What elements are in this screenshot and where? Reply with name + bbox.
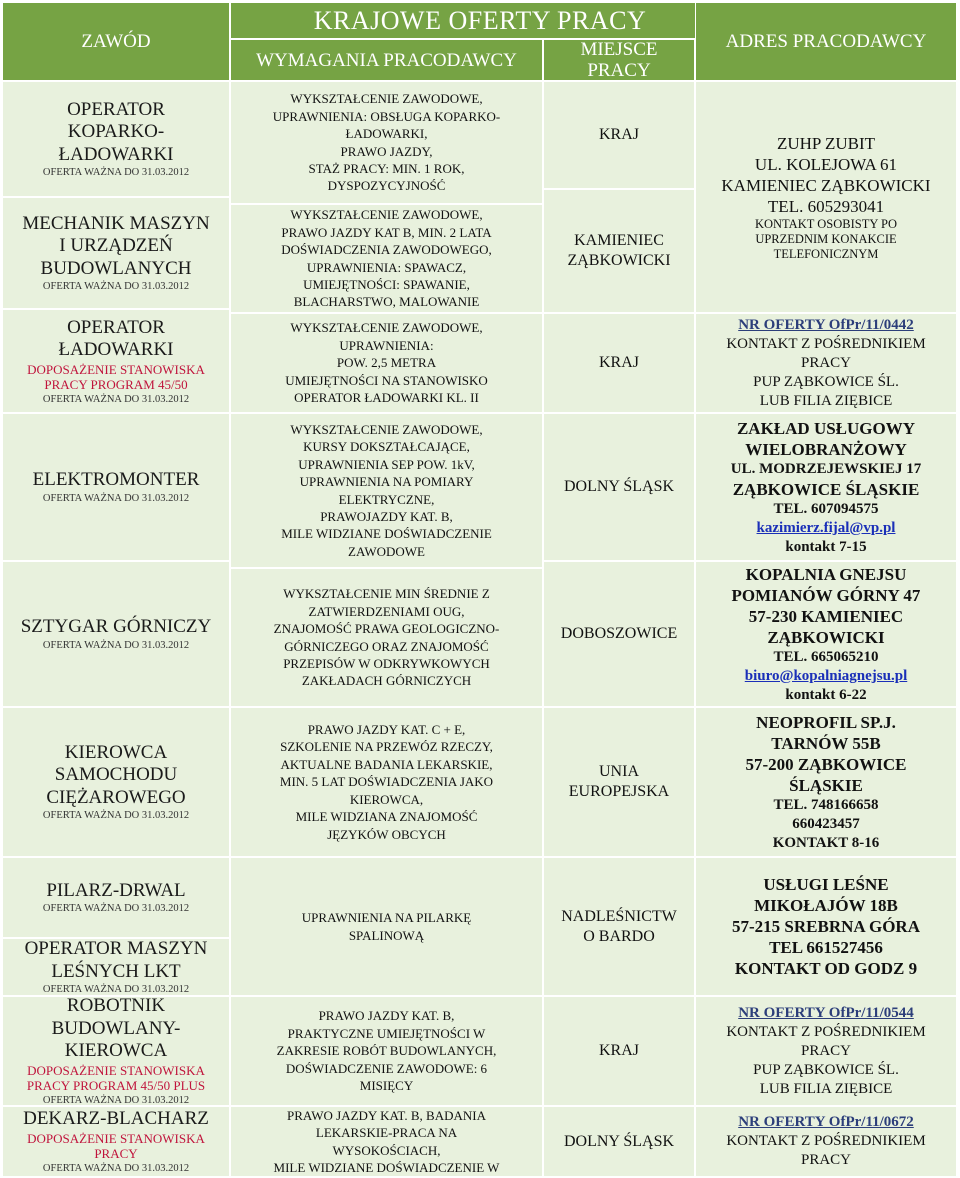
place-cell: [543, 707, 695, 857]
subsidy-note: PRACY PROGRAM 45/50: [44, 377, 188, 392]
email-link[interactable]: biuro@kopalniagnejsu.pl: [744, 667, 908, 684]
requirements-cell: [230, 996, 543, 1106]
employer-name: ZUHP ZUBIT: [776, 133, 876, 153]
validity-note: OFERTA WAŻNA DO 31.03.2012: [42, 492, 190, 504]
contact-note: UPRZEDNIM KONAKCIE: [755, 231, 897, 246]
place-cell: [543, 857, 695, 996]
address-line: KOPALNIA GNEJSU: [745, 564, 907, 584]
job-name: KIEROWCA: [64, 1040, 168, 1062]
address-line: UL. MODRZEJEWSKIEJ 17: [730, 460, 922, 477]
job-name: I URZĄDZEŃ: [59, 235, 173, 257]
requirement-line: UPRAWNIENIA:: [339, 337, 434, 353]
contact-note: KONTAKT OSOBISTY PO: [754, 216, 898, 231]
contact-line: PRACY: [800, 1042, 852, 1059]
place-name: O BARDO: [583, 927, 655, 945]
requirement-line: UPRAWNIENIA NA PILARKĘ: [301, 910, 472, 926]
job-cell: [2, 81, 230, 197]
subsidy-note: PRACY: [94, 1146, 138, 1162]
title-text: KRAJOWE OFERTY PRACY: [313, 5, 647, 35]
job-name: OPERATOR: [67, 316, 165, 338]
address-line: 57-215 SREBRNA GÓRA: [732, 917, 920, 936]
address-line: NEOPROFIL SP.J.: [756, 712, 896, 732]
job-name: MECHANIK MASZYN: [22, 212, 210, 234]
requirement-line: GÓRNICZEGO ORAZ ZNAJOMOŚĆ: [284, 638, 489, 654]
offer-number-link[interactable]: NR OFERTY OfPr/11/0442: [738, 316, 914, 333]
requirement-line: ŁADOWARKI,: [345, 126, 428, 142]
email-link[interactable]: kazimierz.fijal@vp.pl: [756, 519, 896, 536]
job-name: LEŚNYCH LKT: [51, 960, 181, 982]
address-line: POMIANÓW GÓRNY 47: [731, 585, 921, 605]
requirement-line: WYKSZTAŁCENIE ZAWODOWE,: [290, 320, 483, 336]
requirement-line: ZNAJOMOŚĆ PRAWA GEOLOGICZNO-: [273, 621, 500, 637]
contact-line: PUP ZĄBKOWICE ŚL.: [753, 1061, 899, 1078]
validity-note: OFERTA WAŻNA DO 31.03.2012: [42, 810, 190, 822]
address-line: KONTAKT 8-16: [772, 834, 880, 851]
job-name: SZTYGAR GÓRNICZY: [20, 616, 212, 638]
address-line: KONTAKT OD GODZ 9: [734, 959, 918, 978]
validity-note: OFERTA WAŻNA DO 31.03.2012: [42, 1094, 190, 1106]
job-name: KOPARKO-: [67, 121, 165, 143]
place-cell: [543, 313, 695, 413]
header-miejsce-line: PRACY: [587, 60, 651, 81]
address-line: WIELOBRANŻOWY: [745, 439, 907, 459]
job-name: PILARZ-DRWAL: [46, 879, 186, 901]
contact-line: KONTAKT Z POŚREDNIKIEM: [726, 335, 926, 352]
place-name: KRAJ: [598, 1042, 639, 1059]
requirement-line: PRAWO JAZDY KAT. C + E,: [307, 722, 466, 738]
requirements-cell: [230, 204, 543, 313]
job-cell: [2, 938, 230, 996]
validity-note: OFERTA WAŻNA DO 31.03.2012: [42, 639, 190, 651]
requirement-line: JĘZYKÓW OBCYCH: [327, 826, 446, 842]
requirement-line: PRAWO JAZDY KAT. B, BADANIA: [286, 1107, 486, 1123]
address-line: 57-230 KAMIENIEC: [748, 606, 904, 626]
validity-note: OFERTA WAŻNA DO 31.03.2012: [42, 903, 190, 915]
requirements-cell: [230, 413, 543, 568]
contact-line: KONTAKT Z POŚREDNIKIEM: [726, 1023, 926, 1040]
page-title: [230, 2, 730, 39]
requirement-line: POW. 2,5 METRA: [336, 355, 437, 371]
place-cell: [543, 81, 695, 189]
address-line: ZAKŁAD USŁUGOWY: [736, 418, 916, 438]
job-cell: [2, 561, 230, 707]
requirements-cell: [230, 1106, 543, 1177]
place-cell: [543, 1106, 695, 1177]
address-line: 660423457: [792, 815, 860, 832]
requirement-line: MIN. 5 LAT DOŚWIADCZENIA JAKO: [279, 774, 494, 790]
requirements-cell: [230, 568, 543, 707]
job-name: DEKARZ-BLACHARZ: [23, 1108, 209, 1130]
requirement-line: WYKSZTAŁCENIE ZAWODOWE,: [290, 207, 483, 223]
address-line: TEL. 748166658: [773, 796, 879, 813]
validity-note: OFERTA WAŻNA DO 31.03.2012: [42, 393, 190, 405]
address-cell: [695, 81, 957, 313]
place-cell: [543, 561, 695, 707]
address-line: ZĄBKOWICKI: [767, 627, 885, 647]
header-zawod-text: ZAWÓD: [81, 31, 151, 52]
header-adres: [695, 2, 957, 81]
contact-hours: kontakt 6-22: [785, 686, 867, 703]
address-line: TEL. 665065210: [773, 648, 879, 665]
address-cell: [695, 707, 957, 857]
place-name: KRAJ: [598, 126, 639, 143]
requirement-line: PRZEPISÓW W ODKRYWKOWYCH: [283, 655, 490, 671]
requirement-line: MILE WIDZIANE DOŚWIADCZENIE W: [273, 1159, 500, 1175]
place-name: NADLEŚNICTW: [561, 907, 677, 925]
requirements-cell: [230, 707, 543, 857]
address-line: ZĄBKOWICE ŚLĄSKIE: [732, 479, 920, 499]
address-line: 57-200 ZĄBKOWICE: [745, 754, 907, 774]
job-name: CIĘŻAROWEGO: [46, 786, 186, 808]
job-offers-table: [2, 2, 957, 1177]
requirement-line: WYKSZTAŁCENIE ZAWODOWE,: [290, 91, 483, 107]
offer-number-link[interactable]: NR OFERTY OfPr/11/0544: [738, 1004, 914, 1021]
requirement-line: UMIEJĘTNOŚCI NA STANOWISKO: [285, 372, 488, 388]
requirement-line: STAŻ PRACY: MIN. 1 ROK,: [308, 160, 465, 176]
requirement-line: KIEROWCA,: [349, 791, 424, 807]
job-name: ŁADOWARKI: [58, 143, 174, 165]
address-cell: [695, 561, 957, 707]
place-name: DOLNY ŚLĄSK: [563, 1132, 675, 1150]
requirement-line: AKTUALNE BADANIA LEKARSKIE,: [280, 756, 493, 772]
requirement-line: ELEKTRYCZNE,: [338, 491, 435, 507]
requirement-line: PRAWOJAZDY KAT. B,: [320, 508, 453, 524]
requirement-line: UPRAWNIENIA: OBSŁUGA KOPARKO-: [272, 108, 501, 124]
requirement-line: MILE WIDZIANA ZNAJOMOŚĆ: [295, 809, 478, 825]
requirement-line: KURSY DOKSZTAŁCAJĄCE,: [303, 439, 470, 455]
contact-note: TELEFONICZNYM: [773, 246, 879, 261]
header-wymagania-text: WYMAGANIA PRACODAWCY: [256, 49, 517, 71]
subsidy-note: PRACY PROGRAM 45/50 PLUS: [26, 1078, 206, 1094]
address-line: TEL 661527456: [769, 938, 883, 957]
requirement-line: UPRAWNIENIA SEP POW. 1kV,: [298, 456, 475, 472]
place-name: KAMIENIEC: [574, 232, 664, 249]
address-line: MIKOŁAJÓW 18B: [754, 896, 898, 915]
contact-line: LUB FILIA ZIĘBICE: [759, 1080, 893, 1097]
requirement-line: LEKARSKIE-PRACA NA: [315, 1125, 458, 1141]
address-line: ŚLĄSKIE: [789, 775, 863, 795]
validity-note: OFERTA WAŻNA DO 31.03.2012: [42, 984, 190, 995]
employer-street: UL. KOLEJOWA 61: [754, 154, 898, 174]
requirement-line: ZAKRESIE ROBÓT BUDOWLANYCH,: [276, 1043, 497, 1059]
job-name: OPERATOR MASZYN: [24, 938, 208, 959]
job-cell: [2, 1106, 230, 1177]
place-cell: [543, 413, 695, 561]
place-name: DOBOSZOWICE: [560, 625, 678, 642]
offer-number-link[interactable]: NR OFERTY OfPr/11/0672: [738, 1114, 914, 1130]
requirements-cell: [230, 857, 543, 996]
job-cell: [2, 707, 230, 857]
place-name: EUROPEJSKA: [568, 783, 670, 800]
place-name: DOLNY ŚLĄSK: [563, 478, 675, 495]
validity-note: OFERTA WAŻNA DO 31.03.2012: [42, 281, 190, 293]
job-cell: [2, 309, 230, 413]
place-cell: [543, 996, 695, 1106]
job-name: ROBOTNIK: [66, 996, 166, 1017]
job-name: SAMOCHODU: [54, 764, 178, 786]
requirement-line: OPERATOR ŁADOWARKI KL. II: [294, 390, 479, 406]
job-name: BUDOWLANY-: [51, 1017, 181, 1039]
requirement-line: PRAWO JAZDY,: [340, 143, 433, 159]
contact-line: KONTAKT Z POŚREDNIKIEM: [726, 1133, 926, 1149]
header-miejsce-line: MIEJSCE: [580, 39, 658, 60]
requirement-line: PRAKTYCZNE UMIEJĘTNOŚCI W: [287, 1025, 486, 1041]
header-miejsce: [543, 39, 695, 81]
contact-hours: kontakt 7-15: [785, 538, 867, 555]
requirement-line: DOŚWIADCZENIA ZAWODOWEGO,: [281, 242, 492, 258]
subsidy-note: DOPOSAŻENIE STANOWISKA: [27, 1062, 205, 1078]
contact-line: PRACY: [800, 1152, 852, 1168]
subsidy-note: DOPOSAŻENIE STANOWISKA: [27, 361, 205, 377]
contact-line: PRACY: [800, 354, 852, 371]
place-name: UNIA: [599, 763, 639, 780]
job-name: ELEKTROMONTER: [32, 469, 200, 491]
requirement-line: DYSPOZYCYJNOŚĆ: [327, 178, 446, 194]
address-cell: [695, 313, 957, 413]
requirement-line: BLACHARSTWO, MALOWANIE: [293, 294, 480, 310]
requirements-cell: [230, 313, 543, 413]
requirement-line: SPALINOWĄ: [348, 927, 425, 943]
validity-note: OFERTA WAŻNA DO 31.03.2012: [42, 1162, 190, 1174]
header-wymagania: [230, 39, 543, 81]
requirement-line: PRAWO JAZDY KAT B, MIN. 2 LATA: [281, 224, 492, 240]
place-cell: [543, 189, 695, 313]
requirement-line: MILE WIDZIANE DOŚWIADCZENIE: [281, 526, 492, 542]
validity-note: OFERTA WAŻNA DO 31.03.2012: [42, 167, 190, 179]
job-name: BUDOWLANYCH: [40, 257, 192, 279]
requirement-line: ZAWODOWE: [348, 543, 425, 559]
requirement-line: SZKOLENIE NA PRZEWÓZ RZECZY,: [280, 739, 493, 755]
requirement-line: ZATWIERDZENIAMI OUG,: [308, 603, 465, 619]
requirement-line: DOŚWIADCZENIE ZAWODOWE: 6: [285, 1060, 488, 1076]
job-name: ŁADOWARKI: [58, 339, 174, 360]
header-adres-text: ADRES PRACODAWCY: [725, 31, 927, 52]
address-cell: [695, 413, 957, 561]
job-name: OPERATOR: [67, 98, 165, 120]
requirement-line: WYSOKOŚCIACH,: [332, 1142, 441, 1158]
job-cell: [2, 197, 230, 309]
job-cell: [2, 996, 230, 1106]
address-line: TEL. 607094575: [773, 500, 879, 517]
contact-line: PUP ZĄBKOWICE ŚL.: [753, 373, 899, 390]
requirement-line: UMIEJĘTNOŚCI: SPAWANIE,: [303, 276, 470, 292]
place-name: KRAJ: [598, 354, 639, 371]
job-cell: [2, 413, 230, 561]
address-line: USŁUGI LEŚNE: [763, 875, 889, 894]
contact-line: LUB FILIA ZIĘBICE: [759, 392, 893, 409]
place-name: ZĄBKOWICKI: [567, 252, 671, 269]
requirement-line: WYKSZTAŁCENIE ZAWODOWE,: [290, 421, 483, 437]
employer-city: KAMIENIEC ZĄBKOWICKI: [721, 175, 931, 195]
requirement-line: UPRAWNIENIA NA POMIARY: [299, 474, 474, 490]
requirement-line: ZAKŁADACH GÓRNICZYCH: [301, 673, 472, 689]
address-cell: [695, 1106, 957, 1177]
requirement-line: PRAWO JAZDY KAT. B,: [318, 1008, 455, 1024]
requirements-cell: [230, 81, 543, 204]
address-line: TARNÓW 55B: [771, 733, 881, 753]
subsidy-note: DOPOSAŻENIE STANOWISKA: [27, 1130, 205, 1146]
header-zawod: [2, 2, 230, 81]
job-name: KIEROWCA: [64, 741, 168, 763]
employer-phone: TEL. 605293041: [767, 196, 885, 216]
requirement-line: MISIĘCY: [359, 1078, 414, 1094]
requirement-line: UPRAWNIENIA: SPAWACZ,: [306, 259, 467, 275]
address-cell: [695, 996, 957, 1106]
address-cell: [695, 857, 957, 996]
requirement-line: WYKSZTAŁCENIE MIN ŚREDNIE Z: [283, 586, 490, 602]
job-cell: [2, 857, 230, 938]
